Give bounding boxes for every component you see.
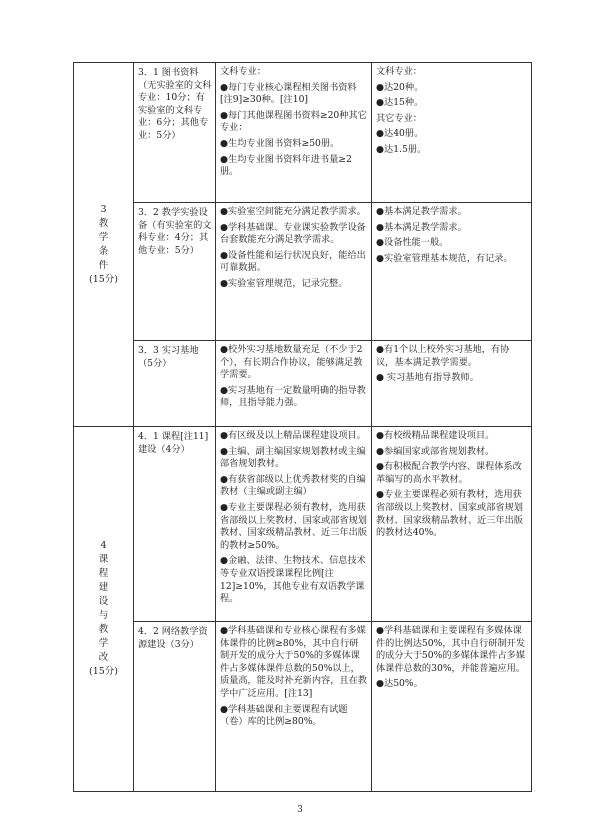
category-score: (15分) xyxy=(88,666,118,677)
category-cell xyxy=(74,427,134,792)
evaluation-table xyxy=(73,62,532,792)
criteria-c-cell: ●有校级精品课程建设项目。 ●参编国家或部省规划教材。 ●有积极配合教学内容、课程体系改革编写的高水平教材。 ●专业主要课程必须有教材，选用获省部级以上奖教材、国家或部省规划教材、国家级精品教材、近三年出版的教材达40%。 xyxy=(372,427,532,622)
criteria-c-cell: 文科专业： ●达20种。 ●达15种。 其它专业： ●达40册。 ●达1.5册。 xyxy=(372,63,532,203)
criteria-a-cell: ●实验室空间能充分满足教学需求。 ●学科基础课、专业课实验教学设备台套数能充分满足教学需求。 ●设备性能和运行状况良好，能给出可靠数据。 ●实验室管理规范，记录完整。 xyxy=(216,203,372,341)
category-score: (15分) xyxy=(88,273,118,285)
criteria-a-cell: ●有区级及以上精品课程建设项目。 ●主编、副主编国家规划教材或主编部省规划教材。 ●有获省部级以上优秀教材奖的自编教材（主编或副主编） ●专业主要课程必须有教材，选用获省部级以上奖教材、国家或部省规划教材、国家级精品教材、近三年出版的教材≥50%。 ●金融、法律、生物技术、信息技术等专业双语授课课程比例[注12]≥10%，其他专业有双语教学课程。 xyxy=(216,427,372,622)
category-title: 教 学 条 件 xyxy=(98,217,109,271)
table-row xyxy=(74,427,532,622)
criteria-a-cell: ●学科基础课和专业核心课程有多媒体课件的比例≥80%，其中自行研制开发的成分大于50%的多媒体课件占多媒体课件总数的50%以上，质量高，能及时补充新内容，且在教学中广泛应用。[注13] ●学科基础课和主要课程有试题（卷）库的比例≥80%。 xyxy=(216,622,372,792)
category-number: 4 xyxy=(100,540,107,551)
category-number: 3 xyxy=(100,203,107,215)
subitem-cell: 4．2 网络教学资源建设（3分） xyxy=(134,622,216,792)
table-row xyxy=(74,341,532,427)
category-cell xyxy=(74,63,134,427)
criteria-c-cell: ●学科基础课和主要课程有多媒体课件的比例达50%，其中自行研制开发的成分大于50%的多媒体课件占多媒体课件总数的30%，并能普遍应用。 ●达50%。 xyxy=(372,622,532,792)
table-row xyxy=(74,203,532,341)
criteria-c-cell: ●基本满足教学需求。 ●基本满足教学需求。 ●设备性能一般。 ●实验室管理基本规范，有记录。 xyxy=(372,203,532,341)
criteria-a-cell: ●校外实习基地数量充足（不少于2个），有长期合作协议，能够满足教学需要。 ●实习基地有一定数量明确的指导教师，且指导能力强。 xyxy=(216,341,372,427)
page-number: 3 xyxy=(297,805,303,815)
subitem-cell: 3．1 图书资料（无实验室的文科专业：10分；有实验室的文科专业：6分；其他专业：5分） xyxy=(134,63,216,203)
criteria-c-cell: ●有1个以上校外实习基地，有协议，基本满足教学需要。 ● 实习基地有指导教师。 xyxy=(372,341,532,427)
subitem-cell: 3．3 实习基地（5分） xyxy=(134,341,216,427)
subitem-cell: 3．2 教学实验设备（有实验室的文科专业：4分；其他专业：5分） xyxy=(134,203,216,341)
subitem-cell: 4．1 课程[注11]建设（4分） xyxy=(134,427,216,622)
table-row xyxy=(74,622,532,792)
criteria-a-cell: 文科专业： ●每门专业核心课程相关图书资料[注9]≥30种。[注10] ●每门其他课程图书资料≥20种其它专业： ●生均专业图书资料≥50册。 ●生均专业图书资料年进书量≥2册。 xyxy=(216,63,372,203)
table-row xyxy=(74,63,532,203)
category-title: 课 程 建 设 与 教 学 改 xyxy=(98,554,109,663)
